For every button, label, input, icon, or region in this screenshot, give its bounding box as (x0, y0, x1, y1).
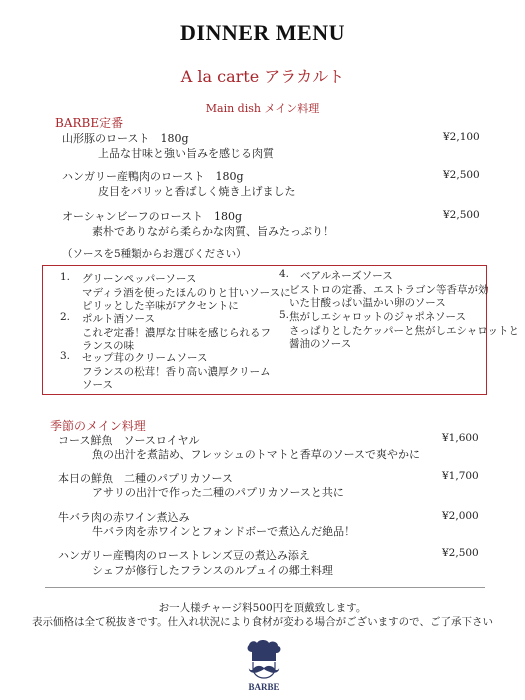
sauce-number: 2. (60, 311, 71, 323)
dish-name: オーシャンビーフのロースト 180g (62, 210, 243, 223)
sauce-description: 醤油のソース (289, 338, 352, 350)
sauce-number: 4. (279, 268, 290, 280)
dish-description: 皮目をパリッと香ばしく焼き上げました (98, 185, 296, 198)
tax-note: 表示価格は全て税抜きです。仕入れ状況により食材が変わる場合がございますので、ご了承下さい (32, 616, 493, 628)
dish-name: ハンガリー産鴨肉のロースト 180g (62, 170, 244, 183)
dish-price: ¥2,500 (443, 169, 480, 181)
sauce-description: さっぱりとしたケッパーと焦がしエシャロットと (289, 325, 520, 337)
a-la-carte-heading: A la carte アラカルト (180, 67, 345, 86)
sauce-description: フランスの松茸！香り高い濃厚クリーム (82, 366, 271, 378)
sauce-description: ランスの味 (82, 340, 135, 352)
dish-description: 牛バラ肉を赤ワインとフォンドボーで煮込んだ絶品！ (92, 525, 356, 538)
dish-price: ¥1,700 (442, 470, 479, 482)
sauce-number: 3. (60, 350, 71, 362)
dish-price: ¥2,500 (443, 209, 480, 221)
dish-name: 本日の鮮魚 二種のパプリカソース (58, 472, 233, 485)
sauce-name: ベアルネーズソース (300, 270, 393, 282)
sauce-description: いた甘酸っぱい温かい卵のソース (289, 297, 446, 309)
dish-name: コース鮮魚 ソースロイヤル (58, 434, 200, 447)
barbe-section-heading: BARBE定番 (55, 116, 124, 130)
dish-name: ハンガリー産鴨肉のローストレンズ豆の煮込み添え (58, 549, 310, 562)
barbe-logo (242, 638, 286, 694)
dish-price: ¥2,500 (442, 547, 479, 559)
sauce-number: 1. (60, 271, 71, 283)
sauce-description: ピリッとした辛味がアクセントに (82, 300, 239, 312)
dish-price: ¥2,000 (442, 510, 479, 522)
dish-description: 上品な甘味と強い旨みを感じる肉質 (98, 147, 274, 160)
main-dish-heading: Main dish メイン料理 (205, 102, 320, 115)
dish-price: ¥2,100 (443, 131, 480, 143)
dish-description: アサリの出汁で作った二種のパプリカソースと共に (92, 486, 344, 499)
dish-description: シェフが修行したフランスのルプュイの郷土料理 (92, 564, 333, 577)
footer-divider (45, 587, 485, 588)
charge-note: お一人様チャージ料500円を頂戴致します。 (158, 602, 367, 614)
logo-text: BARBE (248, 682, 280, 692)
dish-description: 魚の出汁を煮詰め、フレッシュのトマトと香草のソースで爽やかに (92, 448, 421, 461)
sauce-description: ビストロの定番、エストラゴン等香草が効 (289, 284, 489, 296)
sauce-number: 5. (279, 309, 290, 321)
menu-title: DINNER MENU (180, 20, 345, 45)
dish-price: ¥1,600 (442, 432, 479, 444)
dish-name: 牛バラ肉の赤ワイン煮込み (58, 511, 190, 524)
seasonal-section-heading: 季節のメイン料理 (50, 419, 146, 433)
sauce-description: これぞ定番！濃厚な甘味を感じられるフ (82, 327, 271, 339)
sauce-description: マディラ酒を使ったほんのりと甘いソースに (82, 287, 291, 299)
sauce-name: 焦がしエシャロットのジャポネソース (289, 311, 467, 323)
chef-mustache-icon (242, 638, 286, 694)
sauce-description: ソース (82, 379, 113, 391)
sauce-choice-note: （ソースを5種類からお選びください） (62, 248, 247, 260)
sauce-name: グリーンペッパーソース (82, 273, 197, 285)
sauce-name: ポルト酒ソース (82, 313, 155, 325)
sauce-name: セップ茸のクリームソース (82, 352, 208, 364)
dish-name: 山形豚のロースト 180g (62, 132, 189, 145)
dish-description: 素朴でありながら柔らかな肉質、旨みたっぷり！ (92, 225, 334, 238)
